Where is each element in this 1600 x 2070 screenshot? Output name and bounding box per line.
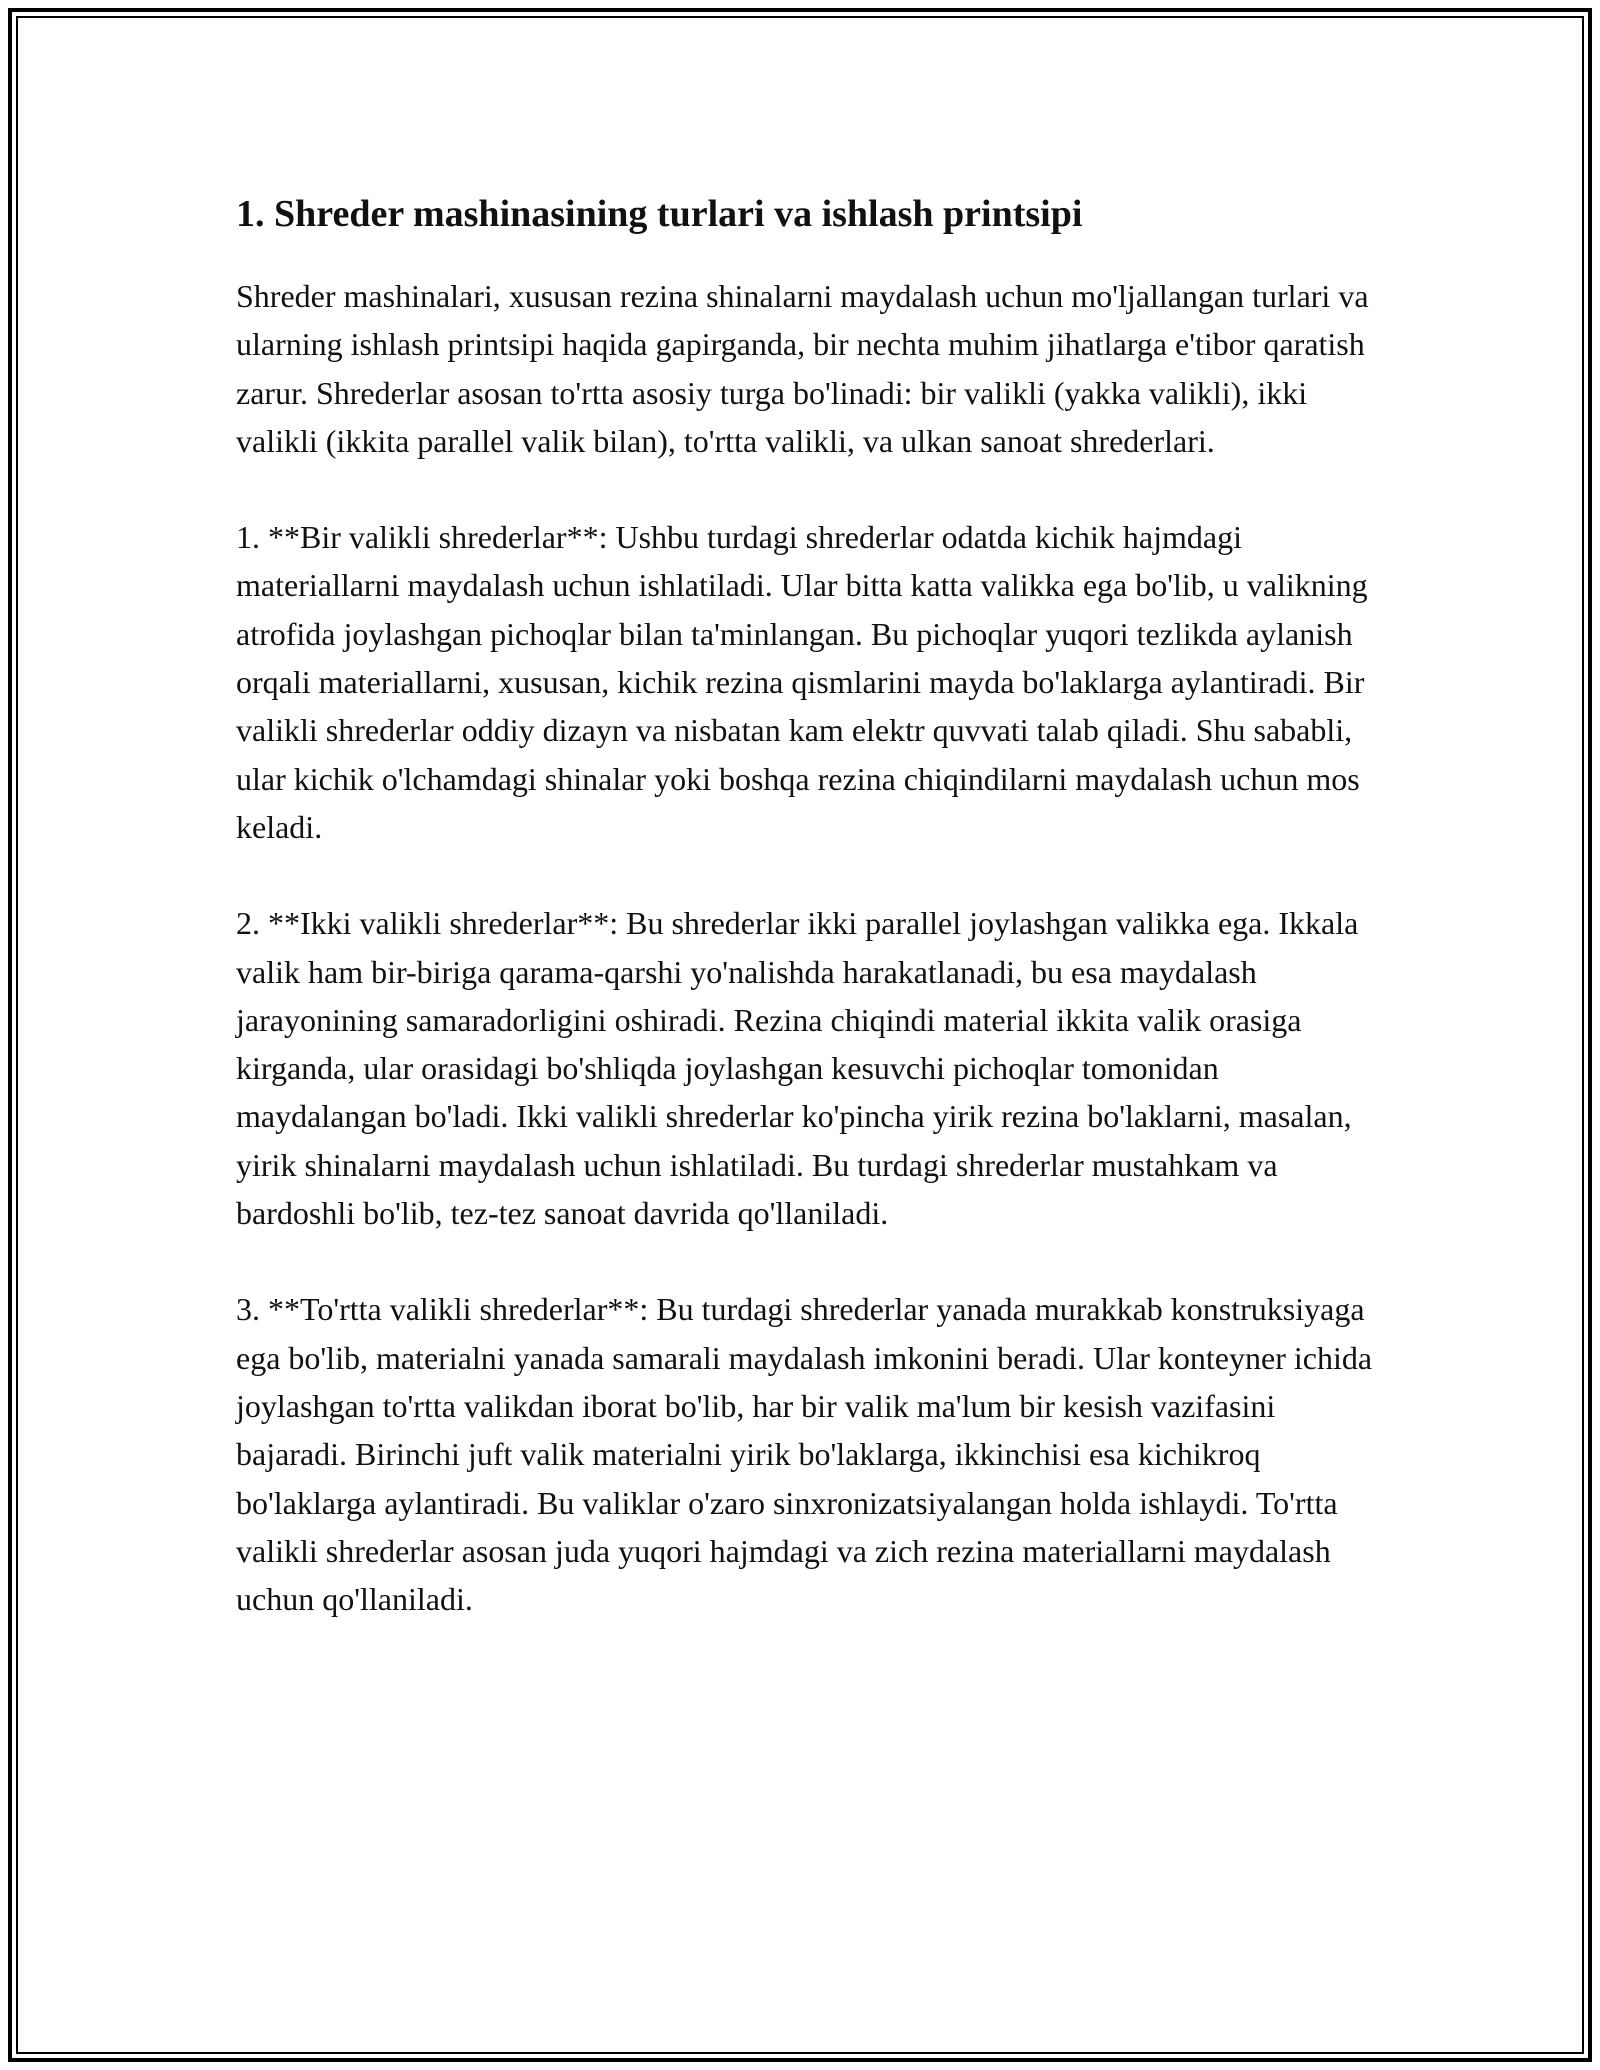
document-title: 1. Shreder mashinasining turlari va ishlash printsipi [236,193,1083,235]
document-body [236,186,1376,1671]
intro-paragraph: Shreder mashinalari, xususan rezina shinalarni maydalash uchun mo'ljallangan turlari va ularning ishlash printsipi haqida gapirganda, bir nechta muhim jihatlarga e'tibor qaratish zarur. Shrederlar asosan to'rtta asosiy turga bo'linadi: bir valikli (yakka valikli), ikki valikli (ikkita parallel valik bilan), to'rtta valikli, va ulkan sanoat shrederlari. [236,278,1369,459]
paragraph-single-roller: 1. **Bir valikli shrederlar**: Ushbu turdagi shrederlar odatda kichik hajmdagi materiallarni maydalash uchun ishlatiladi. Ular bitta katta valikka ega bo'lib, u valikning atrofida joylashgan pichoqlar bilan ta'minlangan. Bu pichoqlar yuqori tezlikda aylanish orqali materiallarni, xususan, kichik rezina qismlarini mayda bo'laklarga aylantiradi. Bir valikli shrederlar oddiy dizayn va nisbatan kam elektr quvvati talab qiladi. Shu sababli, ular kichik o'lchamdagi shinalar yoki boshqa rezina chiqindilarni maydalash uchun mos keladi. [236,519,1368,845]
paragraph-four-roller: 3. **To'rtta valikli shrederlar**: Bu turdagi shrederlar yanada murakkab konstruksiyaga ega bo'lib, materialni yanada samarali maydalash imkonini beradi. Ular konteyner ichida joylashgan to'rtta valikdan iborat bo'lib, har bir valik ma'lum bir kesish vazifasini bajaradi. Birinchi juft valik materialni yirik bo'laklarga, ikkinchisi esa kichikroq bo'laklarga aylantiradi. Bu valiklar o'zaro sinxronizatsiyalangan holda ishlaydi. To'rtta valikli shrederlar asosan juda yuqori hajmdagi va zich rezina materiallarni maydalash uchun qo'llaniladi. [236,1291,1373,1618]
paragraph-double-roller: 2. **Ikki valikli shrederlar**: Bu shrederlar ikki parallel joylashgan valikka ega. Ikkala valik ham bir-biriga qarama-qarshi yo'nalishda harakatlanadi, bu esa maydalash jarayonining samaradorligini oshiradi. Rezina chiqindi material ikkita valik orasiga kirganda, ular orasidagi bo'shliqda joylashgan kesuvchi pichoqlar tomonidan maydalangan bo'ladi. Ikki valikli shrederlar ko'pincha yirik rezina bo'laklarni, masalan, yirik shinalarni maydalash uchun ishlatiladi. Bu turdagi shrederlar mustahkam va bardoshli bo'lib, tez-tez sanoat davrida qo'llaniladi. [236,905,1359,1232]
